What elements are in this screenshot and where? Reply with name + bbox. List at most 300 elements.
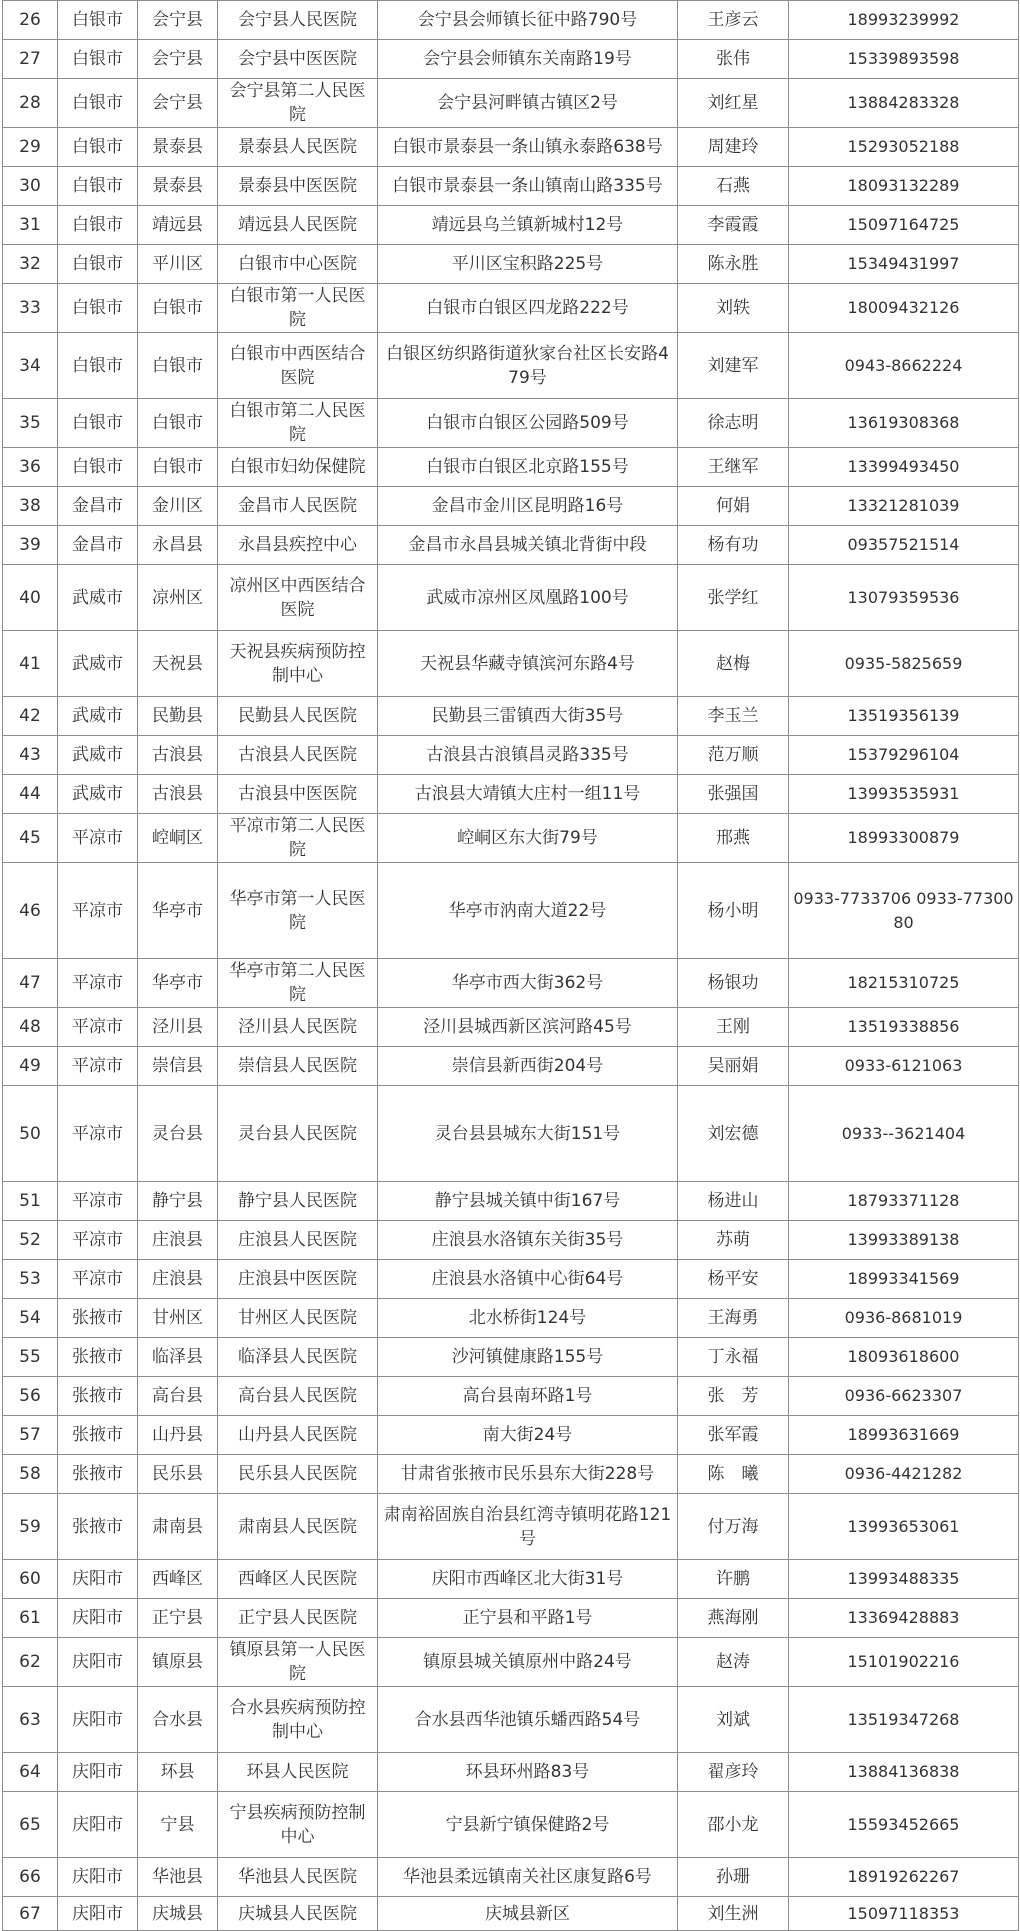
county-cell: 古浪县 — [138, 736, 218, 775]
table-row — [3, 1897, 1019, 1931]
city-cell: 张掖市 — [58, 1416, 138, 1455]
hospital-name-cell: 白银市中西医结合医院 — [218, 333, 378, 399]
table-row — [3, 736, 1019, 775]
row-number: 33 — [3, 284, 58, 333]
row-number: 26 — [3, 1, 58, 40]
table-row — [3, 40, 1019, 79]
county-cell: 凉州区 — [138, 565, 218, 631]
phone-cell: 13519356139 — [789, 697, 1019, 736]
table-row — [3, 1338, 1019, 1377]
city-cell: 白银市 — [58, 333, 138, 399]
city-cell: 庆阳市 — [58, 1753, 138, 1792]
table-row — [3, 128, 1019, 167]
hospital-name-cell: 金昌市人民医院 — [218, 487, 378, 526]
phone-cell: 0936-6623307 — [789, 1377, 1019, 1416]
row-number: 47 — [3, 959, 58, 1008]
address-cell: 镇原县城关镇原州中路24号 — [378, 1638, 678, 1687]
phone-cell: 15593452665 — [789, 1792, 1019, 1858]
county-cell: 高台县 — [138, 1377, 218, 1416]
contact-person-cell: 周建玲 — [678, 128, 789, 167]
phone-cell: 13993488335 — [789, 1560, 1019, 1599]
hospital-name-cell: 肃南县人民医院 — [218, 1494, 378, 1560]
address-cell: 合水县西华池镇乐蟠西路54号 — [378, 1687, 678, 1753]
county-cell: 民乐县 — [138, 1455, 218, 1494]
hospital-name-cell: 景泰县中医医院 — [218, 167, 378, 206]
contact-person-cell: 刘生洲 — [678, 1897, 789, 1931]
table-row — [3, 399, 1019, 448]
hospital-name-cell: 正宁县人民医院 — [218, 1599, 378, 1638]
county-cell: 崇信县 — [138, 1047, 218, 1086]
hospital-name-cell: 镇原县第一人民医院 — [218, 1638, 378, 1687]
row-number: 48 — [3, 1008, 58, 1047]
row-number: 40 — [3, 565, 58, 631]
contact-person-cell: 赵梅 — [678, 631, 789, 697]
county-cell: 会宁县 — [138, 79, 218, 128]
phone-cell: 0935-5825659 — [789, 631, 1019, 697]
contact-person-cell: 杨进山 — [678, 1182, 789, 1221]
phone-cell: 13369428883 — [789, 1599, 1019, 1638]
address-cell: 庆阳市西峰区北大街31号 — [378, 1560, 678, 1599]
address-cell: 庄浪县水洛镇东关街35号 — [378, 1221, 678, 1260]
contact-person-cell: 杨小明 — [678, 863, 789, 959]
table-row — [3, 79, 1019, 128]
phone-cell: 09357521514 — [789, 526, 1019, 565]
hospital-name-cell: 景泰县人民医院 — [218, 128, 378, 167]
city-cell: 平凉市 — [58, 1260, 138, 1299]
phone-cell: 15339893598 — [789, 40, 1019, 79]
row-number: 66 — [3, 1858, 58, 1897]
city-cell: 庆阳市 — [58, 1792, 138, 1858]
address-cell: 白银市白银区公园路509号 — [378, 399, 678, 448]
county-cell: 山丹县 — [138, 1416, 218, 1455]
city-cell: 白银市 — [58, 448, 138, 487]
row-number: 29 — [3, 128, 58, 167]
table-row — [3, 1858, 1019, 1897]
address-cell: 会宁县河畔镇古镇区2号 — [378, 79, 678, 128]
city-cell: 武威市 — [58, 631, 138, 697]
address-cell: 会宁县会师镇东关南路19号 — [378, 40, 678, 79]
contact-person-cell: 翟彦玲 — [678, 1753, 789, 1792]
contact-person-cell: 徐志明 — [678, 399, 789, 448]
address-cell: 宁县新宁镇保健路2号 — [378, 1792, 678, 1858]
table-row — [3, 1560, 1019, 1599]
phone-cell: 13993389138 — [789, 1221, 1019, 1260]
contact-person-cell: 王继军 — [678, 448, 789, 487]
row-number: 31 — [3, 206, 58, 245]
row-number: 30 — [3, 167, 58, 206]
city-cell: 平凉市 — [58, 814, 138, 863]
county-cell: 西峰区 — [138, 1560, 218, 1599]
county-cell: 华亭市 — [138, 959, 218, 1008]
row-number: 50 — [3, 1086, 58, 1182]
hospital-name-cell: 高台县人民医院 — [218, 1377, 378, 1416]
county-cell: 肃南县 — [138, 1494, 218, 1560]
city-cell: 张掖市 — [58, 1377, 138, 1416]
table-row — [3, 206, 1019, 245]
city-cell: 金昌市 — [58, 526, 138, 565]
table-row — [3, 1260, 1019, 1299]
hospital-name-cell: 白银市第二人民医院 — [218, 399, 378, 448]
city-cell: 白银市 — [58, 206, 138, 245]
county-cell: 正宁县 — [138, 1599, 218, 1638]
hospital-name-cell: 会宁县人民医院 — [218, 1, 378, 40]
phone-cell: 18919262267 — [789, 1858, 1019, 1897]
city-cell: 白银市 — [58, 167, 138, 206]
hospital-name-cell: 泾川县人民医院 — [218, 1008, 378, 1047]
address-cell: 天祝县华藏寺镇滨河东路4号 — [378, 631, 678, 697]
address-cell: 南大街24号 — [378, 1416, 678, 1455]
hospital-contact-table — [2, 0, 1019, 1931]
table-row — [3, 284, 1019, 333]
address-cell: 靖远县乌兰镇新城村12号 — [378, 206, 678, 245]
hospital-name-cell: 庄浪县人民医院 — [218, 1221, 378, 1260]
county-cell: 会宁县 — [138, 40, 218, 79]
phone-cell: 15379296104 — [789, 736, 1019, 775]
city-cell: 武威市 — [58, 775, 138, 814]
phone-cell: 0933-6121063 — [789, 1047, 1019, 1086]
row-number: 46 — [3, 863, 58, 959]
hospital-name-cell: 凉州区中西医结合医院 — [218, 565, 378, 631]
row-number: 60 — [3, 1560, 58, 1599]
table-row — [3, 245, 1019, 284]
city-cell: 张掖市 — [58, 1299, 138, 1338]
phone-cell: 18993239992 — [789, 1, 1019, 40]
phone-cell: 18093618600 — [789, 1338, 1019, 1377]
county-cell: 景泰县 — [138, 128, 218, 167]
city-cell: 平凉市 — [58, 1221, 138, 1260]
city-cell: 平凉市 — [58, 863, 138, 959]
row-number: 52 — [3, 1221, 58, 1260]
hospital-name-cell: 永昌县疾控中心 — [218, 526, 378, 565]
contact-person-cell: 刘轶 — [678, 284, 789, 333]
city-cell: 庆阳市 — [58, 1897, 138, 1931]
contact-person-cell: 邵小龙 — [678, 1792, 789, 1858]
row-number: 35 — [3, 399, 58, 448]
table-row — [3, 1086, 1019, 1182]
county-cell: 永昌县 — [138, 526, 218, 565]
hospital-name-cell: 临泽县人民医院 — [218, 1338, 378, 1377]
address-cell: 白银市白银区四龙路222号 — [378, 284, 678, 333]
county-cell: 古浪县 — [138, 775, 218, 814]
hospital-name-cell: 山丹县人民医院 — [218, 1416, 378, 1455]
contact-person-cell: 李霞霞 — [678, 206, 789, 245]
phone-cell: 0943-8662224 — [789, 333, 1019, 399]
county-cell: 白银市 — [138, 448, 218, 487]
address-cell: 泾川县城西新区滨河路45号 — [378, 1008, 678, 1047]
city-cell: 平凉市 — [58, 1182, 138, 1221]
city-cell: 武威市 — [58, 736, 138, 775]
hospital-name-cell: 民勤县人民医院 — [218, 697, 378, 736]
address-cell: 崆峒区东大街79号 — [378, 814, 678, 863]
row-number: 59 — [3, 1494, 58, 1560]
county-cell: 环县 — [138, 1753, 218, 1792]
county-cell: 临泽县 — [138, 1338, 218, 1377]
address-cell: 白银区纺织路街道狄家台社区长安路479号 — [378, 333, 678, 399]
row-number: 43 — [3, 736, 58, 775]
phone-cell: 0933-7733706 0933-7730080 — [789, 863, 1019, 959]
phone-cell: 15293052188 — [789, 128, 1019, 167]
table-row — [3, 565, 1019, 631]
phone-cell: 18993341569 — [789, 1260, 1019, 1299]
phone-cell: 13884136838 — [789, 1753, 1019, 1792]
hospital-name-cell: 天祝县疾病预防控制中心 — [218, 631, 378, 697]
table-row — [3, 1416, 1019, 1455]
table-row — [3, 631, 1019, 697]
county-cell: 庄浪县 — [138, 1221, 218, 1260]
table-row — [3, 1599, 1019, 1638]
address-cell: 平川区宝积路225号 — [378, 245, 678, 284]
address-cell: 肃南裕固族自治县红湾寺镇明花路121号 — [378, 1494, 678, 1560]
county-cell: 崆峒区 — [138, 814, 218, 863]
row-number: 28 — [3, 79, 58, 128]
contact-person-cell: 邢燕 — [678, 814, 789, 863]
county-cell: 灵台县 — [138, 1086, 218, 1182]
address-cell: 崇信县新西街204号 — [378, 1047, 678, 1086]
city-cell: 白银市 — [58, 284, 138, 333]
address-cell: 白银市景泰县一条山镇南山路335号 — [378, 167, 678, 206]
table-row — [3, 1753, 1019, 1792]
hospital-name-cell: 西峰区人民医院 — [218, 1560, 378, 1599]
hospital-name-cell: 平凉市第二人民医院 — [218, 814, 378, 863]
address-cell: 古浪县古浪镇昌灵路335号 — [378, 736, 678, 775]
county-cell: 庄浪县 — [138, 1260, 218, 1299]
city-cell: 武威市 — [58, 565, 138, 631]
hospital-name-cell: 庄浪县中医医院 — [218, 1260, 378, 1299]
phone-cell: 18093132289 — [789, 167, 1019, 206]
contact-person-cell: 孙珊 — [678, 1858, 789, 1897]
contact-person-cell: 杨有功 — [678, 526, 789, 565]
address-cell: 庆城县新区 — [378, 1897, 678, 1931]
address-cell: 金昌市永昌县城关镇北背街中段 — [378, 526, 678, 565]
county-cell: 白银市 — [138, 399, 218, 448]
hospital-name-cell: 民乐县人民医院 — [218, 1455, 378, 1494]
contact-person-cell: 杨平安 — [678, 1260, 789, 1299]
hospital-name-cell: 甘州区人民医院 — [218, 1299, 378, 1338]
phone-cell: 13519347268 — [789, 1687, 1019, 1753]
city-cell: 庆阳市 — [58, 1858, 138, 1897]
hospital-name-cell: 会宁县第二人民医院 — [218, 79, 378, 128]
row-number: 39 — [3, 526, 58, 565]
phone-cell: 18993631669 — [789, 1416, 1019, 1455]
table-row — [3, 448, 1019, 487]
phone-cell: 15097164725 — [789, 206, 1019, 245]
hospital-name-cell: 会宁县中医医院 — [218, 40, 378, 79]
table-row — [3, 487, 1019, 526]
county-cell: 靖远县 — [138, 206, 218, 245]
row-number: 42 — [3, 697, 58, 736]
city-cell: 张掖市 — [58, 1338, 138, 1377]
row-number: 64 — [3, 1753, 58, 1792]
contact-person-cell: 刘红星 — [678, 79, 789, 128]
city-cell: 白银市 — [58, 399, 138, 448]
contact-person-cell: 范万顺 — [678, 736, 789, 775]
county-cell: 合水县 — [138, 1687, 218, 1753]
row-number: 41 — [3, 631, 58, 697]
table-row — [3, 333, 1019, 399]
hospital-name-cell: 环县人民医院 — [218, 1753, 378, 1792]
address-cell: 灵台县县城东大街151号 — [378, 1086, 678, 1182]
address-cell: 沙河镇健康路155号 — [378, 1338, 678, 1377]
contact-person-cell: 赵涛 — [678, 1638, 789, 1687]
phone-cell: 0933--3621404 — [789, 1086, 1019, 1182]
county-cell: 平川区 — [138, 245, 218, 284]
address-cell: 古浪县大靖镇大庄村一组11号 — [378, 775, 678, 814]
city-cell: 白银市 — [58, 245, 138, 284]
county-cell: 景泰县 — [138, 167, 218, 206]
address-cell: 华亭市西大街362号 — [378, 959, 678, 1008]
row-number: 61 — [3, 1599, 58, 1638]
county-cell: 甘州区 — [138, 1299, 218, 1338]
contact-person-cell: 杨银功 — [678, 959, 789, 1008]
contact-person-cell: 刘斌 — [678, 1687, 789, 1753]
table-row — [3, 1792, 1019, 1858]
phone-cell: 13619308368 — [789, 399, 1019, 448]
address-cell: 华亭市汭南大道22号 — [378, 863, 678, 959]
row-number: 27 — [3, 40, 58, 79]
phone-cell: 13079359536 — [789, 565, 1019, 631]
contact-person-cell: 张强国 — [678, 775, 789, 814]
table-row — [3, 1455, 1019, 1494]
row-number: 32 — [3, 245, 58, 284]
contact-person-cell: 丁永福 — [678, 1338, 789, 1377]
row-number: 63 — [3, 1687, 58, 1753]
contact-person-cell: 陈 曦 — [678, 1455, 789, 1494]
table-row — [3, 1638, 1019, 1687]
contact-person-cell: 吴丽娟 — [678, 1047, 789, 1086]
contact-person-cell: 许鹏 — [678, 1560, 789, 1599]
row-number: 58 — [3, 1455, 58, 1494]
hospital-name-cell: 崇信县人民医院 — [218, 1047, 378, 1086]
hospital-name-cell: 古浪县人民医院 — [218, 736, 378, 775]
table-row — [3, 1182, 1019, 1221]
row-number: 45 — [3, 814, 58, 863]
hospital-name-cell: 静宁县人民医院 — [218, 1182, 378, 1221]
contact-person-cell: 王刚 — [678, 1008, 789, 1047]
contact-person-cell: 王海勇 — [678, 1299, 789, 1338]
table-row — [3, 1047, 1019, 1086]
address-cell: 白银市景泰县一条山镇永泰路638号 — [378, 128, 678, 167]
county-cell: 金川区 — [138, 487, 218, 526]
county-cell: 白银市 — [138, 333, 218, 399]
table-row — [3, 1221, 1019, 1260]
city-cell: 武威市 — [58, 697, 138, 736]
phone-cell: 0936-8681019 — [789, 1299, 1019, 1338]
city-cell: 平凉市 — [58, 1008, 138, 1047]
contact-person-cell: 张军霞 — [678, 1416, 789, 1455]
city-cell: 张掖市 — [58, 1494, 138, 1560]
row-number: 54 — [3, 1299, 58, 1338]
county-cell: 会宁县 — [138, 1, 218, 40]
table-body — [3, 1, 1019, 1931]
row-number: 53 — [3, 1260, 58, 1299]
county-cell: 泾川县 — [138, 1008, 218, 1047]
city-cell: 白银市 — [58, 79, 138, 128]
phone-cell: 13993653061 — [789, 1494, 1019, 1560]
contact-person-cell: 刘宏德 — [678, 1086, 789, 1182]
hospital-name-cell: 宁县疾病预防控制中心 — [218, 1792, 378, 1858]
phone-cell: 13399493450 — [789, 448, 1019, 487]
city-cell: 白银市 — [58, 128, 138, 167]
hospital-name-cell: 华亭市第一人民医院 — [218, 863, 378, 959]
phone-cell: 18993300879 — [789, 814, 1019, 863]
contact-person-cell: 刘建军 — [678, 333, 789, 399]
phone-cell: 0936-4421282 — [789, 1455, 1019, 1494]
table-row — [3, 167, 1019, 206]
phone-cell: 18009432126 — [789, 284, 1019, 333]
hospital-name-cell: 华亭市第二人民医院 — [218, 959, 378, 1008]
contact-person-cell: 陈永胜 — [678, 245, 789, 284]
hospital-name-cell: 合水县疾病预防控制中心 — [218, 1687, 378, 1753]
address-cell: 白银市白银区北京路155号 — [378, 448, 678, 487]
hospital-name-cell: 灵台县人民医院 — [218, 1086, 378, 1182]
contact-person-cell: 何娟 — [678, 487, 789, 526]
city-cell: 平凉市 — [58, 1086, 138, 1182]
phone-cell: 13321281039 — [789, 487, 1019, 526]
city-cell: 庆阳市 — [58, 1687, 138, 1753]
hospital-name-cell: 华池县人民医院 — [218, 1858, 378, 1897]
hospital-name-cell: 靖远县人民医院 — [218, 206, 378, 245]
table-row — [3, 863, 1019, 959]
city-cell: 白银市 — [58, 1, 138, 40]
city-cell: 平凉市 — [58, 1047, 138, 1086]
city-cell: 平凉市 — [58, 959, 138, 1008]
county-cell: 白银市 — [138, 284, 218, 333]
city-cell: 张掖市 — [58, 1455, 138, 1494]
city-cell: 庆阳市 — [58, 1560, 138, 1599]
address-cell: 静宁县城关镇中街167号 — [378, 1182, 678, 1221]
table-row — [3, 1494, 1019, 1560]
row-number: 34 — [3, 333, 58, 399]
county-cell: 华亭市 — [138, 863, 218, 959]
contact-person-cell: 燕海刚 — [678, 1599, 789, 1638]
table-row — [3, 1008, 1019, 1047]
phone-cell: 13884283328 — [789, 79, 1019, 128]
city-cell: 庆阳市 — [58, 1599, 138, 1638]
address-cell: 北水桥街124号 — [378, 1299, 678, 1338]
address-cell: 高台县南环路1号 — [378, 1377, 678, 1416]
county-cell: 镇原县 — [138, 1638, 218, 1687]
address-cell: 环县环州路83号 — [378, 1753, 678, 1792]
address-cell: 会宁县会师镇长征中路790号 — [378, 1, 678, 40]
county-cell: 华池县 — [138, 1858, 218, 1897]
city-cell: 白银市 — [58, 40, 138, 79]
address-cell: 庄浪县水洛镇中心街64号 — [378, 1260, 678, 1299]
address-cell: 民勤县三雷镇西大街35号 — [378, 697, 678, 736]
hospital-name-cell: 庆城县人民医院 — [218, 1897, 378, 1931]
hospital-name-cell: 白银市第一人民医院 — [218, 284, 378, 333]
contact-person-cell: 苏萌 — [678, 1221, 789, 1260]
table-row — [3, 775, 1019, 814]
contact-person-cell: 石燕 — [678, 167, 789, 206]
county-cell: 静宁县 — [138, 1182, 218, 1221]
county-cell: 庆城县 — [138, 1897, 218, 1931]
contact-person-cell: 张 芳 — [678, 1377, 789, 1416]
row-number: 65 — [3, 1792, 58, 1858]
row-number: 56 — [3, 1377, 58, 1416]
table-row — [3, 526, 1019, 565]
phone-cell: 15097118353 — [789, 1897, 1019, 1931]
row-number: 62 — [3, 1638, 58, 1687]
row-number: 36 — [3, 448, 58, 487]
address-cell: 甘肃省张掖市民乐县东大街228号 — [378, 1455, 678, 1494]
county-cell: 天祝县 — [138, 631, 218, 697]
contact-person-cell: 张学红 — [678, 565, 789, 631]
table-row — [3, 814, 1019, 863]
phone-cell: 13519338856 — [789, 1008, 1019, 1047]
address-cell: 武威市凉州区凤凰路100号 — [378, 565, 678, 631]
hospital-name-cell: 白银市中心医院 — [218, 245, 378, 284]
table-row — [3, 1, 1019, 40]
